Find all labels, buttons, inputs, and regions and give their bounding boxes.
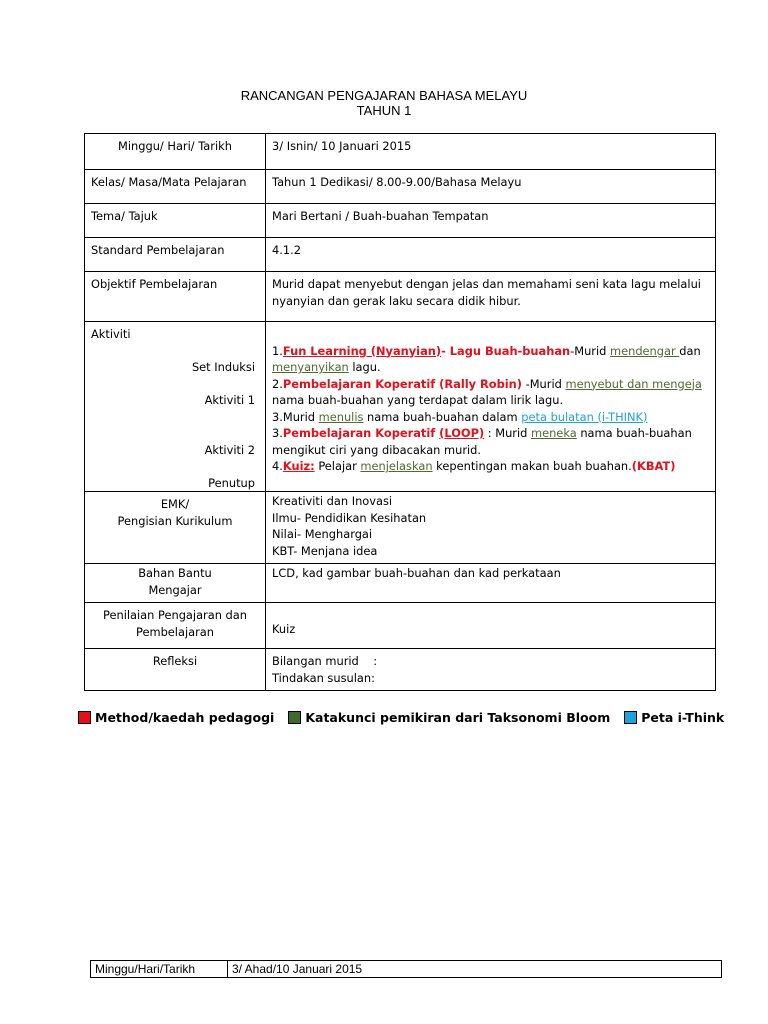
footer-value: 3/ Ahad/10 Januari 2015 [228,961,722,978]
label-bahan-2: Mengajar [148,582,202,597]
activity-line-5 [272,458,709,475]
row-minggu [85,134,716,170]
ithink-peta-bulatan: peta bulatan (i-THINK) [521,409,648,424]
value-bahan: LCD, kad gambar buah-buahan dan kad perkataan [266,564,716,603]
value-aktiviti [266,322,716,492]
text: -Murid [522,376,566,391]
bloom-meneka: meneka [530,426,577,440]
activity-line-4b: mengikut ciri yang dibacakan murid. [272,442,482,457]
value-refleksi [266,649,716,691]
legend-swatch-blue [624,711,637,724]
label-tema: Tema/ Tajuk [85,204,266,238]
label-minggu: Minggu/ Hari/ Tarikh [85,134,266,170]
label-refleksi: Refleksi [85,649,266,691]
legend-swatch-green [288,711,301,724]
activity-line-2 [272,376,709,393]
emk-item: Nilai- Menghargai [272,527,373,541]
emk-item: Ilmu- Pendidikan Kesihatan [272,510,427,525]
num: 2. [272,376,283,391]
label-emk-1: EMK/ [160,497,190,511]
legend-label-bloom: Katakunci pemikiran dari Taksonomi Bloom [305,710,611,725]
value-minggu: 3/ Isnin/ 10 Januari 2015 [266,134,716,170]
activity-stage-labels [91,343,259,492]
activity-line-4 [272,425,709,442]
legend-label-method: Method/kaedah pedagogi [95,710,275,725]
num: 3. [272,426,283,440]
label-penilaian [85,603,266,649]
method-loop-u: (LOOP) [439,426,485,440]
value-tema: Mari Bertani / Buah-buahan Tempatan [266,204,716,238]
label-aktiviti: Aktiviti [91,327,131,341]
bloom-menjelaskan: menjelaskan [360,459,433,473]
activity-line-3 [272,409,709,426]
row-emk [85,492,716,564]
label-emk-2: Pengisian Kurikulum [117,513,233,528]
row-aktiviti [85,322,716,492]
bloom-menulis: menulis [318,409,364,424]
value-kelas: Tahun 1 Dedikasi/ 8.00-9.00/Bahasa Melayu [266,170,716,204]
bloom-mendengar: mendengar [610,343,680,358]
legend-item-ithink [624,710,724,725]
row-kelas [85,170,716,204]
text: lagu. [348,360,381,374]
text: nama buah-buahan [576,426,692,440]
refleksi-bilangan: Bilangan murid : [272,654,378,668]
lesson-plan-table [84,133,716,691]
activity-line-1b [272,359,709,376]
title-line-1: RANCANGAN PENGAJARAN BAHASA MELAYU [240,88,528,103]
bloom-menyanyikan: menyanyikan [272,360,349,374]
activity-line-1 [272,343,709,360]
footer-label: Minggu/Hari/Tarikh [91,961,228,978]
text: 3.Murid [272,409,319,424]
activity-line-2b: nama buah-buahan yang terdapat dalam lirik lagu. [272,393,564,407]
legend-label-ithink: Peta i-Think [641,710,725,725]
text: Pelajar [314,459,361,473]
emk-item: KBT- Menjana idea [272,543,378,558]
text: nama buah-buahan dalam [363,409,522,424]
text: dan [679,343,701,358]
row-bahan [85,564,716,603]
bloom-menyebut: menyebut dan mengeja [565,376,702,391]
row-objektif [85,272,716,322]
label-emk [85,492,266,564]
label-bahan-1: Bahan Bantu [138,566,212,580]
method-fun-learning: Fun Learning (Nyanyian) [282,343,442,358]
penilaian-kuiz: Kuiz [272,622,296,636]
method-kuiz: Kuiz: [282,459,315,473]
label-aktiviti-cell [85,322,266,492]
footer-row [91,961,722,978]
num: 1. [272,343,283,358]
row-refleksi [85,649,716,691]
legend [78,710,724,725]
text: kepentingan makan buah buahan. [432,459,632,473]
value-penilaian [266,603,716,649]
footer-table [90,960,722,978]
label-penilaian-2: Pembelajaran [136,624,214,639]
row-standard [85,238,716,272]
emk-item: Kreativiti dan Inovasi [272,494,393,508]
label-set-induksi: Set Induksi [191,360,255,374]
row-penilaian [85,603,716,649]
label-kelas: Kelas/ Masa/Mata Pelajaran [85,170,266,204]
label-penilaian-1: Penilaian Pengajaran dan [103,608,247,622]
text: : Murid [484,426,531,440]
refleksi-tindakan: Tindakan susulan: [272,670,375,685]
value-standard: 4.1.2 [266,238,716,272]
label-penutup: Penutup [208,475,255,490]
label-objektif: Objektif Pembelajaran [85,272,266,322]
num: 4. [272,459,283,473]
method-loop: Pembelajaran Koperatif [282,426,440,440]
method-lagu: - Lagu Buah-buahan [441,343,571,358]
label-bahan [85,564,266,603]
value-objektif: Murid dapat menyebut dengan jelas dan memahami seni kata lagu melalui nyanyian dan gerak laku secara didik hibur. [266,272,716,322]
document-title [0,88,768,118]
legend-item-method [78,710,274,725]
legend-item-bloom [288,710,610,725]
method-kbat: (KBAT) [631,459,676,473]
text: -Murid [570,343,610,358]
row-tema [85,204,716,238]
label-aktiviti-1: Aktiviti 1 [204,393,255,407]
value-emk [266,492,716,564]
legend-swatch-red [78,711,91,724]
title-line-2: TAHUN 1 [356,103,412,118]
label-aktiviti-2: Aktiviti 2 [204,442,255,457]
method-rally-robin: Pembelajaran Koperatif (Rally Robin) [282,376,522,391]
label-standard: Standard Pembelajaran [85,238,266,272]
